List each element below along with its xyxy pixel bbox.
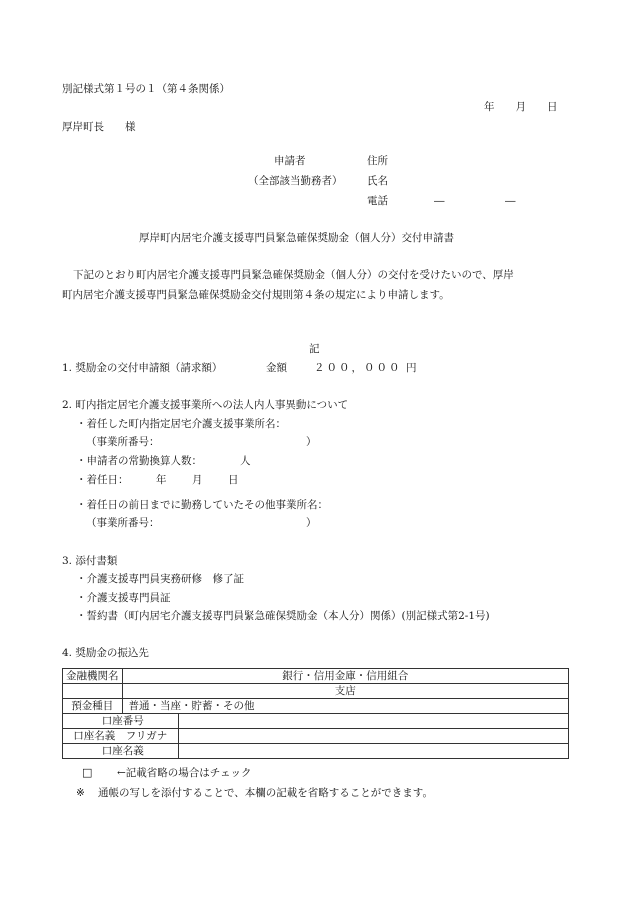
document-title: 厚岸町内居宅介護支援専門員緊急確保奨励金（個人分）交付申請書	[139, 232, 454, 244]
account-name-kana-row	[63, 729, 569, 744]
start-date-day: 日	[228, 474, 239, 486]
section2-item-previous-office: ・着任日の前日までに勤務していたその他事業所名：	[76, 499, 328, 511]
account-number-value	[178, 714, 569, 729]
attachment-item: ・誓約書（町内居宅介護支援専門員緊急確保奨励金（本人分）関係）(別記様式第2-1号)	[76, 610, 490, 622]
account-name-value	[178, 744, 569, 759]
phone-dash-2: ―	[505, 195, 516, 207]
account-name-kana-value	[178, 729, 569, 744]
addressee: 厚岸町長 様	[62, 121, 136, 133]
section2-close-paren-2: ）	[306, 517, 317, 529]
intro-line-1: 下記のとおり町内居宅介護支援専門員緊急確保奨励金（個人分）の交付を受けたいので、厚岸	[73, 269, 514, 281]
section4-heading: 4. 奨励金の振込先	[62, 647, 149, 659]
phone-label: 電話	[367, 195, 388, 207]
institution-label: 金融機関名	[63, 669, 123, 684]
account-name-label: 口座名義	[63, 744, 179, 759]
attachment-item: ・介護支援専門員実務研修 修了証	[76, 573, 244, 585]
section2-heading: 2. 町内指定居宅介護支援事業所への法人内人事異動について	[62, 399, 349, 411]
section2-office-number: （事業所番号：	[86, 436, 160, 448]
address-label: 住所	[367, 155, 388, 167]
intro-line-2: 町内居宅介護支援専門員緊急確保奨励金交付規則第４条の規定により申請します。	[62, 289, 450, 301]
section2-previous-office-number: （事業所番号：	[86, 517, 160, 529]
phone-dash-1: ―	[434, 195, 445, 207]
omit-checkbox[interactable]: □	[82, 766, 93, 779]
section2-headcount-unit: 人	[240, 455, 251, 467]
note-mark: ※	[76, 787, 85, 799]
section2-item-office: ・着任した町内指定居宅介護支援事業所名：	[76, 418, 286, 430]
name-label: 氏名	[367, 175, 388, 187]
account-number-label: 口座番号	[63, 714, 179, 729]
section2-close-paren-1: ）	[306, 436, 317, 448]
account-name-kana-label: 口座名義 フリガナ	[63, 729, 179, 744]
account-number-row	[63, 714, 569, 729]
start-date-month: 月	[192, 474, 203, 486]
account-name-row	[63, 744, 569, 759]
form-number: 別記様式第１号の１（第４条関係）	[62, 83, 230, 95]
deposit-type-row	[63, 699, 569, 714]
amount-label: 金額	[266, 362, 287, 374]
section3-heading: 3. 添付書類	[62, 555, 118, 567]
applicant-sub-label: （全部該当勤務者）	[248, 175, 343, 187]
note-text: 通帳の写しを添付することで、本欄の記載を省略することができます。	[98, 787, 433, 799]
section2-item-start-date: ・着任日：	[76, 474, 129, 486]
ki-heading: 記	[309, 343, 320, 355]
omit-check-note: ←記載省略の場合はチェック	[117, 767, 252, 779]
attachment-item: ・介護支援専門員証	[76, 592, 171, 604]
branch-blank-cell	[63, 684, 123, 699]
branch-row	[63, 684, 569, 699]
section1-heading: 1. 奨励金の交付申請額（請求額）	[62, 362, 223, 374]
date-field: 年 月 日	[484, 101, 558, 113]
section2-item-headcount: ・申請者の常勤換算人数：	[76, 455, 202, 467]
institution-row	[63, 669, 569, 684]
institution-types: 銀行・信用金庫・信用組合	[122, 669, 569, 684]
amount-unit: 円	[406, 362, 417, 374]
applicant-label: 申請者	[274, 155, 306, 167]
start-date-year: 年	[156, 474, 167, 486]
branch-label: 支店	[122, 684, 569, 699]
deposit-type-label: 預金種目	[63, 699, 123, 714]
bank-account-table	[62, 668, 569, 759]
deposit-types: 普通・当座・貯蓄・その他	[122, 699, 569, 714]
amount-value: ２００，０００	[314, 362, 402, 374]
